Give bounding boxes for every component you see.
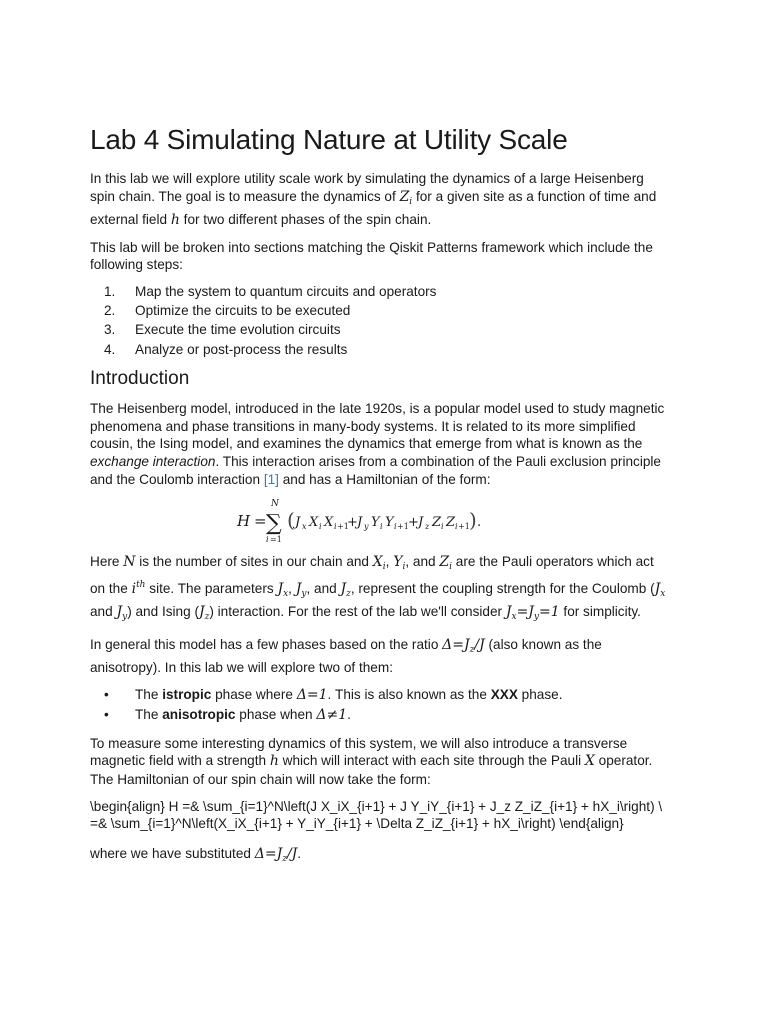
svg-text:): ): [469, 508, 477, 533]
svg-text:J: J: [357, 515, 363, 531]
intro-text-c: for two different phases of the spin chain.: [183, 212, 432, 228]
math-jx-jy-1: $J_x=J_y=1$: [505, 604, 560, 623]
svg-text:Z: Z: [446, 515, 456, 531]
steps-list: [90, 283, 670, 358]
list-item: • The istropic phase where Δ=1. This is also known as the XXX phase.: [104, 687, 563, 704]
math-delta-substitution: $\Delta=J_z/J$: [254, 845, 298, 864]
section-paragraph-5: where we have substituted $\Delta=J_z/J$.: [90, 845, 302, 864]
list-item: 2. Optimize the circuits to be executed: [104, 303, 351, 319]
intro-paragraph-2: This lab will be broken into sections matching the Qiskit Patterns framework which include the following steps:: [90, 239, 653, 273]
hamiltonian-equation: [90, 497, 670, 543]
list-item: • The anisotropic phase when Δ≠1.: [104, 707, 351, 724]
list-item: 1. Map the system to quantum circuits and operators: [104, 283, 437, 299]
svg-text:+: +: [408, 515, 419, 531]
svg-text:i: i: [380, 522, 383, 532]
svg-text:N: N: [271, 499, 279, 510]
svg-text:i: i: [394, 522, 397, 532]
svg-text:=1: =1: [270, 535, 282, 544]
svg-text:Y: Y: [385, 515, 394, 531]
svg-text:J: J: [295, 515, 301, 531]
hamiltonian-equation-svg: [235, 497, 525, 543]
svg-text:i: i: [266, 535, 269, 544]
svg-text:i: i: [334, 522, 337, 532]
svg-text:+1: +1: [397, 522, 409, 532]
section-paragraph-4: To measure some interesting dynamics of this system, we will also introduce a transverse magnetic field with a strength h which will interact with each site through the Pauli X operator. The Hamiltonian of our spin chain will now take the form:: [90, 735, 653, 788]
svg-text:H: H: [237, 512, 251, 531]
reference-link-1[interactable]: [1]: [263, 471, 279, 487]
intro-paragraph-1: [90, 170, 670, 230]
svg-text:i: i: [455, 522, 458, 532]
math-h: h: [170, 212, 180, 229]
svg-text:i: i: [441, 522, 444, 532]
math-z-i: $Z_i$: [399, 188, 413, 207]
document-page: [90, 122, 670, 877]
math-delta-ratio: $\Delta=J_z/J$: [442, 636, 485, 655]
svg-text:X: X: [309, 515, 319, 531]
list-item: 4. Analyze or post-process the results: [104, 341, 348, 357]
svg-text:+: +: [347, 515, 358, 531]
svg-text:∑: ∑: [266, 511, 282, 537]
intro-text-a: In this lab we will explore utility scale work by simulating the dynamics of a large Heisenberg spin chain. The goal is to measure the dynamics of: [90, 171, 644, 204]
list-item: 3. Execute the time evolution circuits: [104, 322, 341, 338]
math-pauli-ops: $X_i$: [372, 554, 386, 573]
svg-text:+1: +1: [458, 522, 470, 532]
intro-text-b: for a given site as a function of time and external field: [90, 188, 657, 228]
svg-text:+1: +1: [337, 522, 349, 532]
svg-text:J: J: [418, 515, 424, 531]
svg-text:i: i: [319, 522, 322, 532]
section-paragraph-1: The Heisenberg model, introduced in the late 1920s, is a popular model used to study magnetic phenomena and phase transitions in many-body systems. It is related to its more simplified cousin, the Ising model, and examines the dynamics that emerge from what is known as the exchange interaction. This interaction arises from a combination of the Pauli exclusion principle and the Coulomb interaction [1] and has a Hamiltonian of the form:: [90, 401, 665, 487]
svg-text:z: z: [425, 522, 430, 532]
svg-text:X: X: [324, 515, 334, 531]
svg-text:=: =: [254, 512, 267, 531]
math-n: N: [123, 554, 136, 571]
phase-list: [90, 686, 670, 725]
svg-text:y: y: [364, 522, 369, 532]
svg-text:.: .: [477, 515, 482, 531]
svg-text:Z: Z: [432, 515, 442, 531]
section-paragraph-2: Here N is the number of sites in our chain and $X_i$, $Y_i$, and $Z_i$ are the Pauli operators which act on the $i^{th}$ site. The parameters $J_x$, $J_y$, and $J_z$, represent the coupling strength for the Coulomb ($J_x$ and $J_y$) and Ising $(J_z)$ interaction. For the rest of the lab we'll consider $J_x=J_y=1$ for simplicity.: [90, 554, 666, 623]
svg-text:Y: Y: [371, 515, 380, 531]
svg-text:(: (: [287, 508, 295, 533]
section-paragraph-3: In general this model has a few phases based on the ratio $\Delta=J_z/J$ (also known as the anisotropy). In this lab we will explore two of them:: [90, 636, 602, 676]
raw-latex-block: \begin{align} H =& \sum_{i=1}^N\left(J X_iX_{i+1} + J Y_iY_{i+1} + J_z Z_iZ_{i+1} + hX_i\right) \ =& \sum_{i=1}^N\left(X_iX_{i+1} + Y_iY_{i+1} + \Delta Z_iZ_{i+1} + hX_i\right) \end{align}: [90, 798, 663, 832]
section-heading-introduction: Introduction: [90, 368, 190, 390]
math-i-th: $i^{th}$: [131, 579, 146, 597]
svg-text:x: x: [302, 522, 307, 532]
page-title: Lab 4 Simulating Nature at Utility Scale: [90, 124, 568, 155]
emphasis-exchange-interaction: exchange interaction: [90, 453, 216, 469]
